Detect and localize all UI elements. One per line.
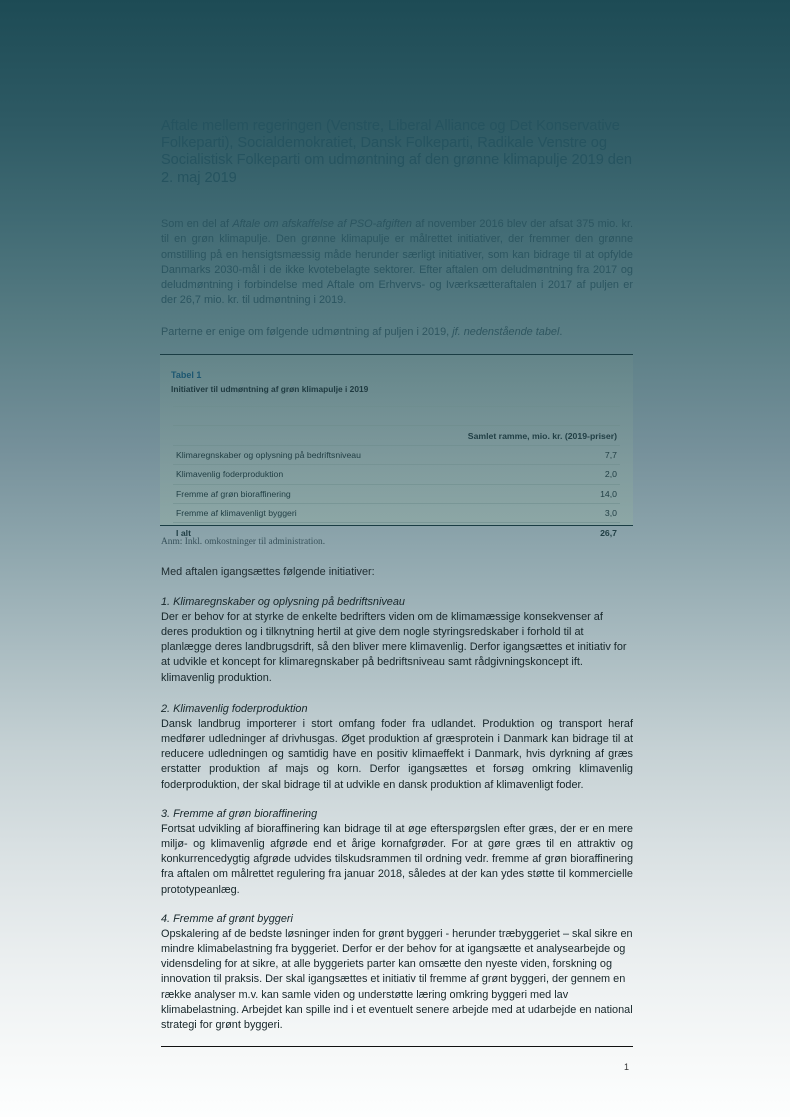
row-value: 2,0	[572, 465, 620, 484]
section-heading: 2. Klimavenlig foderproduktion	[161, 703, 308, 715]
agreement-paragraph	[161, 325, 633, 339]
row-name: Klimaregnskaber og oplysning på bedriftsniveau	[173, 445, 572, 464]
table-row	[173, 484, 620, 503]
agreement-text-start: Parterne er enige om følgende udmøntning af puljen i 2019,	[161, 326, 453, 338]
section-body: Fortsat udvikling af bioraffinering kan bidrage til at øge efterspørgslen efter græs, der er en mere miljø- og klimavenlig afgrøde end et årige kornafgrøder. For at gøre græs til en attraktiv og konkurrencedygtig afgrøde udvides tilskudsrammen til ordning vedr. fremme af grøn bioraffinering fra aftalen om målrettet regulering fra januar 2018, således at der kan ydes støtte til kommercielle prototypeanlæg.	[161, 822, 633, 896]
table-row	[173, 503, 620, 522]
table-spacer-row	[173, 407, 620, 426]
initiatives-lead: Med aftalen igangsættes følgende initiativer:	[161, 566, 375, 578]
intro-paragraph	[161, 217, 633, 309]
table-header-row	[173, 426, 620, 445]
document-title: Aftale mellem regeringen (Venstre, Liberal Alliance og Det Konservative Folkeparti), Socialdemokratiet, Dansk Folkeparti, Radikale Venstre og Socialistisk Folkeparti om udmøntning af den grønne klimapulje 2019 den 2. maj 2019	[161, 118, 632, 186]
section-body: Der er behov for at styrke de enkelte bedrifters viden om de klimamæssige konsekvenser af deres produktion og i tilknytning hertil at give dem nogle styringsredskaber i forhold til at planlægge deres landbrugsdrift, så den bliver mere klimavenlig. Derfor igangsættes et initiativ for at udvikle et koncept for klimaregnskaber på bedriftsniveau samt rådgivningskoncept ift. klimavenlig produktion.	[161, 610, 627, 684]
row-name: Fremme af klimavenligt byggeri	[173, 503, 572, 522]
section-heading: 3. Fremme af grøn bioraffinering	[161, 808, 318, 820]
intro-text-start: Som en del af	[161, 218, 233, 230]
section-2	[161, 702, 633, 793]
table-row	[173, 465, 620, 484]
total-label: I alt	[173, 523, 572, 542]
agreement-text-end: .	[559, 326, 563, 338]
intro-text-end: af november 2016 blev der afsat 375 mio. kr. til en grøn klimapulje. Den grønne klimapulje er målrettet initiativer, der fremmer den grønne omstilling på en hensigtsmæssig måde herunder særligt initiativer, som kan bidrage til at opfylde Danmarks 2030-mål i de ikke kvotebelagte sektorer. Efter aftalen om deludmøntning fra 2017 og deludmøntning i forbindelse med Aftale om Erhvervs- og Iværksætteraftalen i 2017 af puljen er der 26,7 mio. kr. til udmøntning i 2019.	[161, 218, 633, 307]
section-4	[161, 912, 633, 1034]
section-1	[161, 595, 633, 686]
column-header-amount: Samlet ramme, mio. kr. (2019-priser)	[173, 426, 620, 445]
table-panel	[160, 354, 633, 538]
intro-emphasis: Aftale om afskaffelse af PSO-afgiften	[232, 218, 412, 230]
table-subtitle: Initiativer til udmøntning af grøn klimapulje i 2019	[171, 384, 369, 394]
row-name: Fremme af grøn bioraffinering	[173, 484, 572, 503]
section-body: Opskalering af de bedste løsninger inden for grønt byggeri - herunder træbyggeriet – skal sikre en mindre klimabelastning fra byggeriet. Derfor er der behov for at igangsætte et analysearbejde og vidensdeling for at sikre, at alle byggeriets parter kan omsætte den nyeste viden, forskning og innovation til praksis. Der skal igangsættes et initiativ til fremme af grønt byggeri, der gennem en række analyser m.v. kan samle viden og understøtte læring omkring byggeri med lav klimabelastning. Arbejdet kan spille ind i et eventuelt senere arbejde med at udarbejde en national strategi for grønt byggeri.	[161, 927, 633, 1032]
page-number: 1	[624, 1062, 630, 1072]
row-value: 3,0	[572, 503, 620, 522]
footer-divider	[161, 1046, 633, 1047]
row-name: Klimavenlig foderproduktion	[173, 465, 572, 484]
agreement-emphasis: jf. nedenstående tabel	[452, 326, 560, 338]
allocation-table	[173, 406, 620, 542]
row-value: 7,7	[572, 445, 620, 464]
section-heading: 1. Klimaregnskaber og oplysning på bedriftsniveau	[161, 596, 405, 608]
section-body: Dansk landbrug importerer i stort omfang foder fra udlandet. Produktion og transport heraf medfører udledninger af drivhusgas. Øget produktion af græsprotein i Danmark kan bidrage til at reducere udledningen og samtidig have en positiv klimaeffekt i Danmark, hvis dyrkning af græs erstatter produktion af majs og korn. Derfor igangsættes et forsøg omkring klimavenlig foderproduktion, der skal bidrage til at udvikle en dansk produktion af klimavenligt foder.	[161, 717, 633, 791]
row-value: 14,0	[572, 484, 620, 503]
total-value: 26,7	[572, 523, 620, 542]
table-label: Tabel 1	[171, 370, 202, 380]
table-note: Anm: Inkl. omkostninger til administration.	[161, 537, 326, 547]
section-3	[161, 807, 633, 898]
table-row	[173, 445, 620, 464]
section-heading: 4. Fremme af grønt byggeri	[161, 913, 293, 925]
